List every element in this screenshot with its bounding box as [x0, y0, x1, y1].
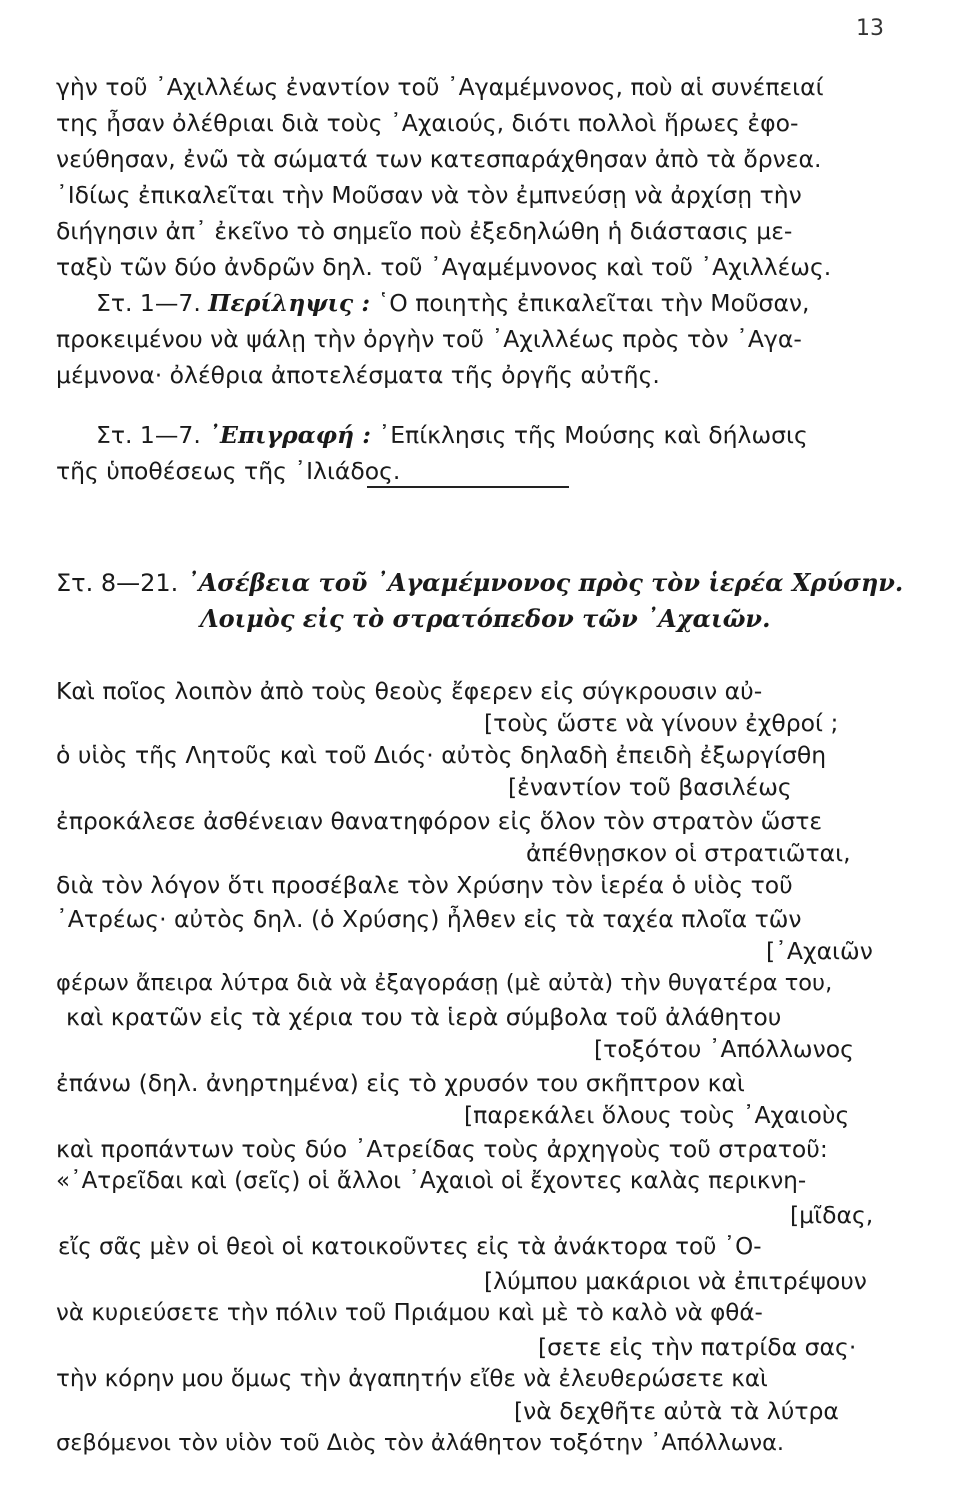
translation-line: καὶ κρατῶν εἰς τὰ χέρια του τὰ ἱερὰ σύμβολα τοῦ ἀλάθητου: [66, 1003, 782, 1031]
translation-line: σεβόμενοι τὸν υἱὸν τοῦ Διὸς τὸν ἀλάθητον τοξότην ᾿Απόλλωνα.: [56, 1430, 785, 1456]
intro-line: διήγησιν ἀπ᾿ ἐκεῖνο τὸ σημεῖο ποὺ ἐξεδηλώθη ἡ διάστασις με-: [56, 217, 793, 245]
translation-line: ἐπροκάλεσε ἀσθένειαν θανατηφόρον εἰς ὅλον τὸν στρατὸν ὥστε: [56, 807, 823, 835]
epigraph-text: ᾿Επίκλησις τῆς Μούσης καὶ δήλωσις: [378, 421, 808, 449]
translation-continuation: [τοξότου ᾿Απόλλωνος: [594, 1035, 854, 1063]
section-ref: Στ. 8—21.: [56, 569, 179, 597]
epigraph-first-line: [96, 420, 808, 450]
summary-line: μέμνονα· ὀλέθρια ἀποτελέσματα τῆς ὀργῆς αὐτῆς.: [56, 361, 660, 389]
section-subtitle: Λοιμὸς εἰς τὸ στρατόπεδον τῶν ᾿Αχαιῶν.: [200, 604, 771, 633]
section-title-text: ᾿Ασέβεια τοῦ ᾿Αγαμέμνονος πρὸς τὸν ἱερέα Χρύσην.: [186, 568, 904, 597]
translation-line: νὰ κυριεύσετε τὴν πόλιν τοῦ Πριάμου καὶ μὲ τὸ καλὸ νὰ φθά-: [56, 1300, 763, 1326]
translation-continuation: [ἐναντίον τοῦ βασιλέως: [508, 773, 792, 801]
translation-continuation: ἀπέθνῃσκον οἱ στρατιῶται,: [526, 839, 851, 867]
intro-line: νεύθησαν, ἐνῶ τὰ σώματά των κατεσπαράχθησαν ἀπὸ τὰ ὄρνεα.: [56, 145, 822, 173]
translation-line: καὶ προπάντων τοὺς δύο ᾿Ατρείδας τοὺς ἀρχηγοὺς τοῦ στρατοῦ:: [56, 1135, 828, 1163]
translation-line: Καὶ ποῖος λοιπὸν ἀπὸ τοὺς θεοὺς ἔφερεν εἰς σύγκρουσιν αὐ-: [56, 677, 763, 705]
translation-line: διὰ τὸν λόγον ὅτι προσέβαλε τὸν Χρύσην τὸν ἱερέα ὁ υἱὸς τοῦ: [56, 871, 793, 899]
translation-line: εἴς σᾶς μὲν οἱ θεοὶ οἱ κατοικοῦντες εἰς τὰ ἀνάκτορα τοῦ ᾿Ο-: [58, 1234, 762, 1260]
translation-continuation: [παρεκάλει ὅλους τοὺς ᾿Αχαιοὺς: [464, 1101, 850, 1129]
translation-continuation: [᾿Αχαιῶν: [766, 937, 873, 965]
summary-first-line: [96, 288, 810, 318]
summary-ref: Στ. 1—7.: [96, 289, 201, 317]
summary-label: Περίληψις :: [208, 289, 371, 317]
translation-line: φέρων ἄπειρα λύτρα διὰ νὰ ἐξαγοράσῃ (μὲ αὐτὰ) τὴν θυγατέρα του,: [56, 970, 833, 996]
translation-line: τὴν κόρην μου ὅμως τὴν ἀγαπητήν εἴθε νὰ ἐλευθερώσετε καὶ: [56, 1366, 768, 1392]
translation-continuation: [νὰ δεχθῆτε αὐτὰ τὰ λύτρα: [514, 1397, 839, 1425]
translation-continuation: [σετε εἰς τὴν πατρίδα σας·: [538, 1333, 857, 1361]
translation-line: «᾿Ατρεῖδαι καὶ (σεῖς) οἱ ἄλλοι ᾿Αχαιοὶ οἱ ἔχοντες καλὰς περικνη-: [56, 1168, 807, 1194]
epigraph-ref: Στ. 1—7.: [96, 421, 201, 449]
intro-line: της ἦσαν ὀλέθριαι διὰ τοὺς ᾿Αχαιούς, διότι πολλοὶ ἥρωες ἐφο-: [56, 109, 799, 137]
translation-line: ᾿Ατρέως· αὐτὸς δηλ. (ὁ Χρύσης) ἦλθεν εἰς τὰ ταχέα πλοῖα τῶν: [56, 905, 802, 933]
translation-continuation: [μῖδας,: [790, 1201, 874, 1229]
summary-line: προκειμένου νὰ ψάλῃ τὴν ὀργὴν τοῦ ᾿Αχιλλέως πρὸς τὸν ᾿Αγα-: [56, 325, 802, 353]
section-divider: [367, 486, 569, 488]
section-title: [56, 568, 903, 598]
intro-line: γὴν τοῦ ᾿Αχιλλέως ἐναντίον τοῦ ᾿Αγαμέμνονος, ποὺ αἱ συνέπειαί: [56, 73, 824, 101]
intro-line: ταξὺ τῶν δύο ἀνδρῶν δηλ. τοῦ ᾿Αγαμέμνονος καὶ τοῦ ᾿Αχιλλέως.: [56, 253, 832, 281]
intro-line: ᾿Ιδίως ἐπικαλεῖται τὴν Μοῦσαν νὰ τὸν ἐμπνεύσῃ νὰ ἀρχίσῃ τὴν: [56, 181, 802, 209]
translation-line: ὁ υἱὸς τῆς Λητοῦς καὶ τοῦ Διός· αὐτὸς δηλαδὴ ἐπειδὴ ἐξωργίσθη: [56, 741, 827, 769]
summary-text: ῾Ο ποιητὴς ἐπικαλεῖται τὴν Μοῦσαν,: [377, 289, 810, 317]
epigraph-line: τῆς ὑποθέσεως τῆς ᾿Ιλιάδος.: [56, 457, 401, 485]
translation-continuation: [τοὺς ὥστε νὰ γίνουν ἐχθροί ;: [484, 709, 839, 737]
page-number: 13: [856, 16, 884, 41]
epigraph-label: ᾿Επιγραφή :: [208, 421, 371, 449]
translation-continuation: [λύμπου μακάριοι νὰ ἐπιτρέψουν: [484, 1267, 867, 1295]
translation-line: ἐπάνω (δηλ. ἀνηρτημένα) εἰς τὸ χρυσόν του σκῆπτρον καὶ: [56, 1069, 745, 1097]
